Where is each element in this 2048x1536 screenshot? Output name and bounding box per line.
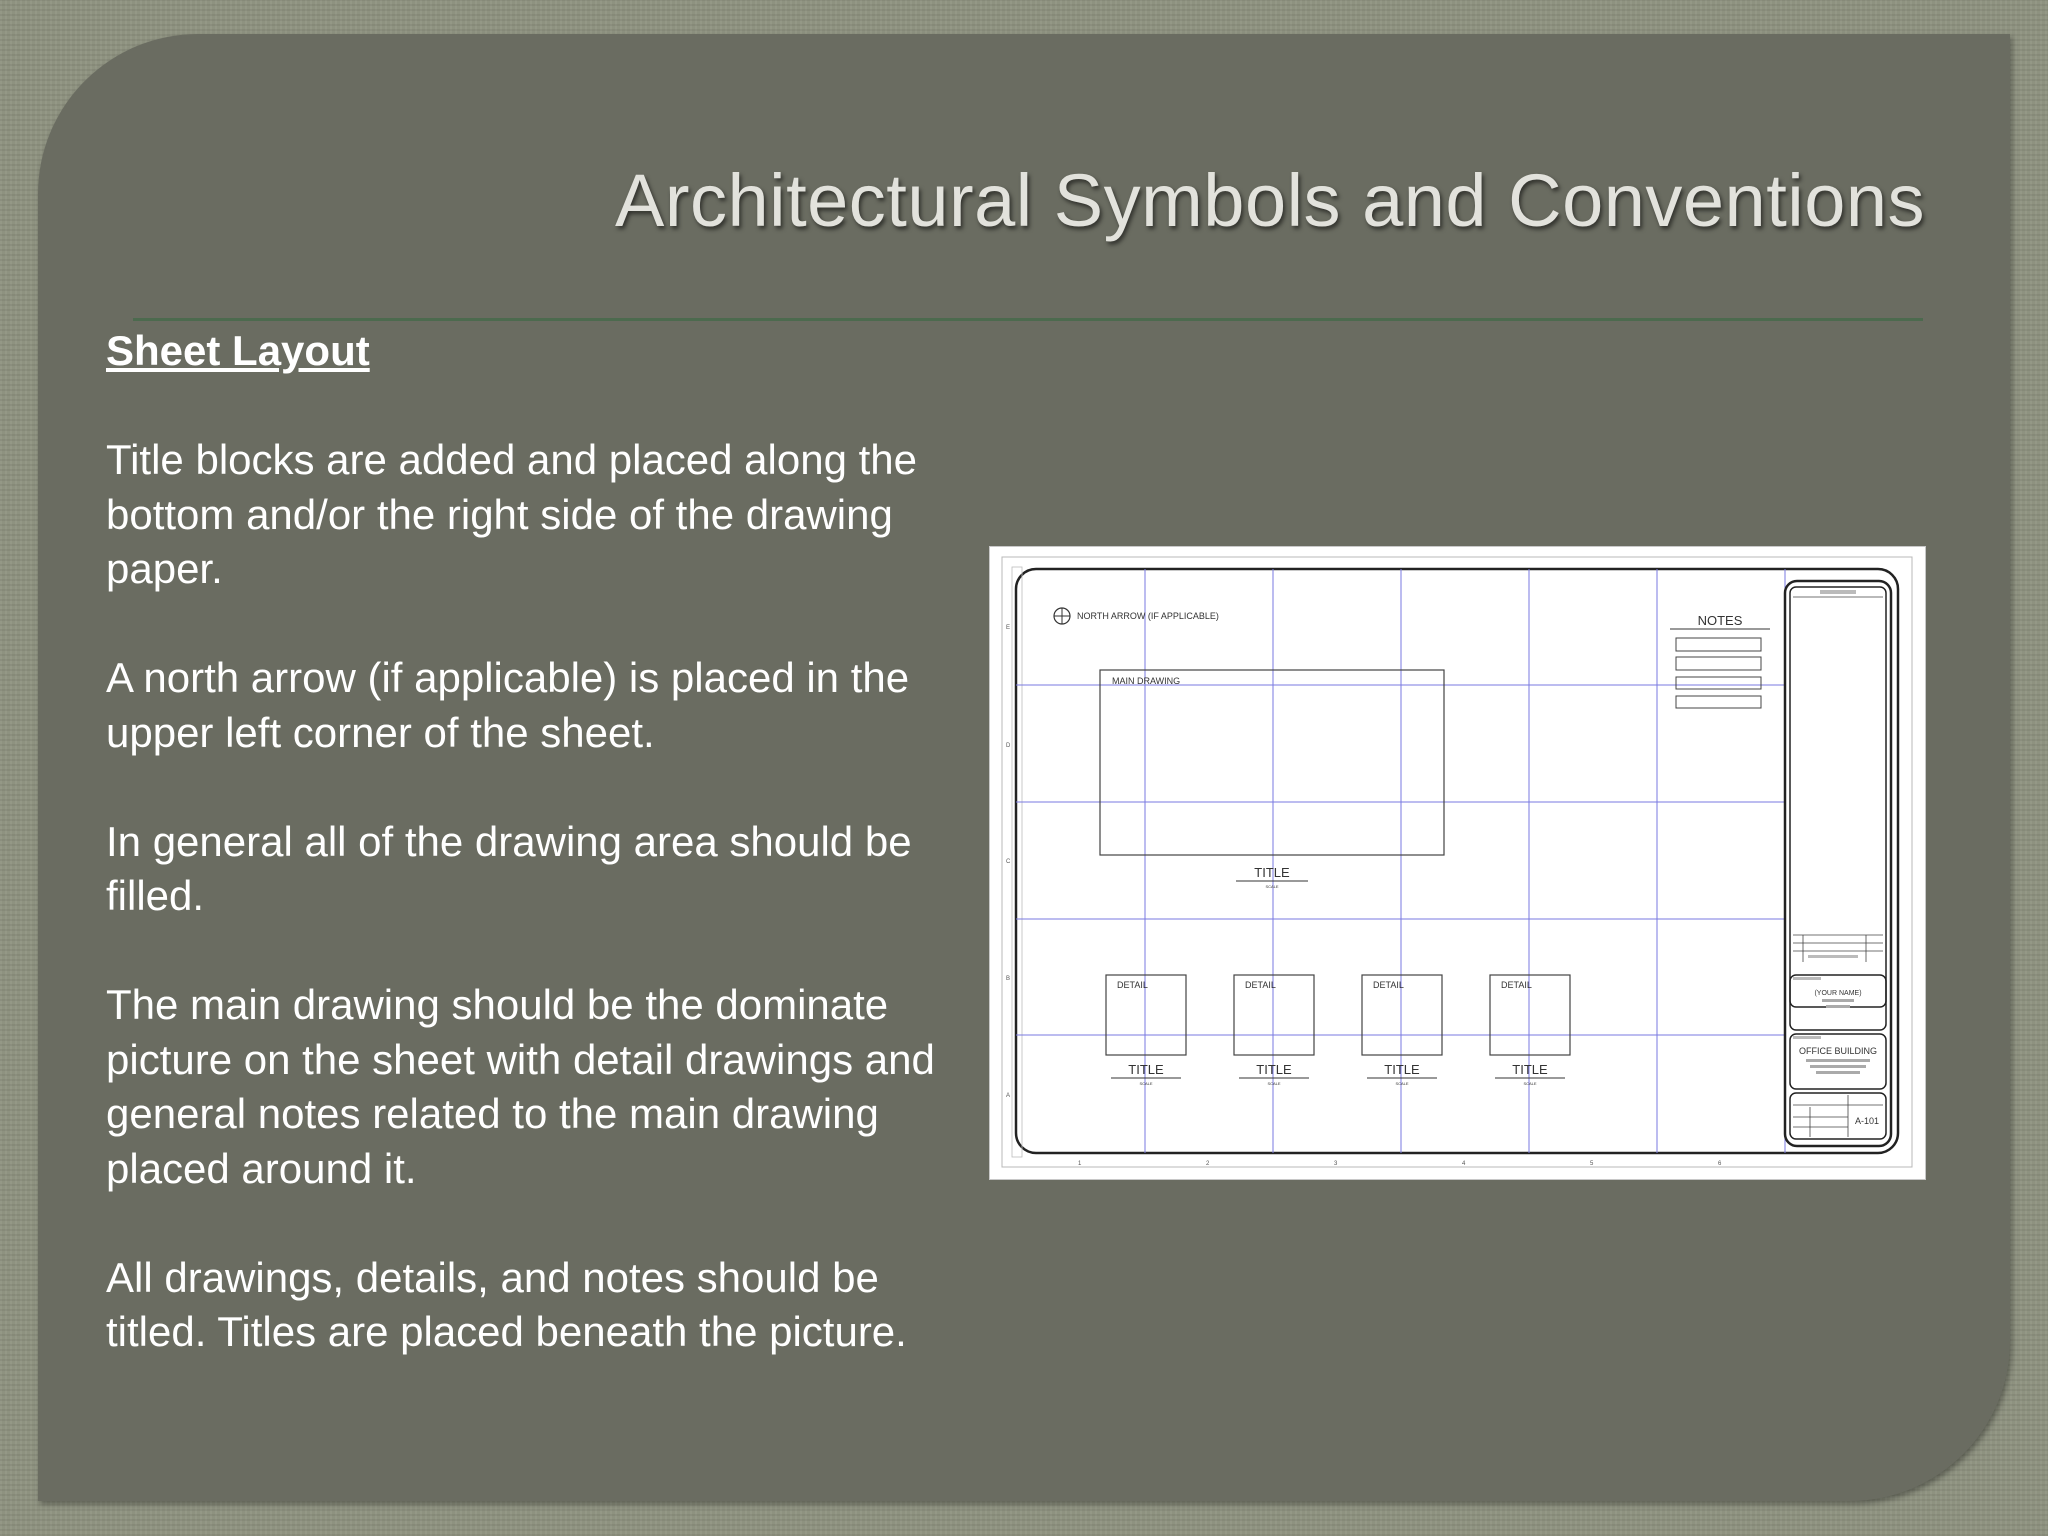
detail-title-label: TITLE bbox=[1128, 1062, 1164, 1077]
detail-title-label: TITLE bbox=[1384, 1062, 1420, 1077]
notes-lines bbox=[1676, 638, 1761, 708]
notes-label: NOTES bbox=[1697, 613, 1743, 628]
detail-label: DETAIL bbox=[1117, 980, 1148, 990]
slide-body bbox=[106, 324, 966, 1414]
detail-title-label: TITLE bbox=[1256, 1062, 1292, 1077]
detail-scale-label: SCALE bbox=[1139, 1081, 1153, 1086]
grid-tick-labels bbox=[1006, 625, 1722, 1167]
detail-scale-label: SCALE bbox=[1267, 1081, 1281, 1086]
detail-4 bbox=[1490, 975, 1570, 1086]
paragraph-titles: All drawings, details, and notes should be titled. Titles are placed beneath the picture. bbox=[106, 1253, 907, 1355]
slide bbox=[38, 34, 2010, 1501]
detail-label: DETAIL bbox=[1501, 980, 1532, 990]
svg-text:E: E bbox=[1006, 625, 1011, 631]
detail-scale-label: SCALE bbox=[1523, 1081, 1537, 1086]
svg-text:5: 5 bbox=[1590, 1161, 1594, 1167]
svg-text:B: B bbox=[1006, 976, 1011, 982]
main-drawing-label: MAIN DRAWING bbox=[1112, 676, 1181, 686]
detail-label: DETAIL bbox=[1245, 980, 1276, 990]
title-divider bbox=[133, 318, 1923, 321]
svg-text:C: C bbox=[1006, 859, 1011, 865]
paragraph-title-blocks: Title blocks are added and placed along the bottom and/or the right side of the drawing paper. bbox=[106, 436, 918, 592]
svg-text:D: D bbox=[1006, 743, 1011, 749]
svg-text:A: A bbox=[1006, 1093, 1011, 1099]
detail-3 bbox=[1362, 975, 1442, 1086]
north-arrow-label: NORTH ARROW (IF APPLICABLE) bbox=[1077, 611, 1219, 621]
detail-label: DETAIL bbox=[1373, 980, 1404, 990]
svg-text:2: 2 bbox=[1206, 1161, 1210, 1167]
north-arrow-icon bbox=[1054, 608, 1070, 624]
title-block bbox=[1785, 581, 1891, 1146]
detail-scale-label: SCALE bbox=[1395, 1081, 1409, 1086]
detail-2 bbox=[1234, 975, 1314, 1086]
sheet-number: A-101 bbox=[1854, 1116, 1880, 1126]
title-block-name: (YOUR NAME) bbox=[1814, 990, 1862, 997]
title-block-project: OFFICE BUILDING bbox=[1798, 1046, 1878, 1056]
section-heading: Sheet Layout bbox=[106, 327, 370, 374]
svg-text:1: 1 bbox=[1078, 1161, 1082, 1167]
main-title-label: TITLE bbox=[1254, 865, 1290, 880]
paragraph-main-drawing: The main drawing should be the dominate picture on the sheet with detail drawings and general notes related to the main drawing placed around it. bbox=[106, 981, 935, 1192]
svg-text:4: 4 bbox=[1462, 1161, 1466, 1167]
detail-title-label: TITLE bbox=[1512, 1062, 1548, 1077]
detail-1 bbox=[1106, 975, 1186, 1086]
sheet-layout-diagram bbox=[989, 546, 1926, 1180]
main-drawing-box bbox=[1100, 670, 1444, 855]
paragraph-north-arrow: A north arrow (if applicable) is placed in the upper left corner of the sheet. bbox=[106, 654, 910, 756]
paragraph-drawing-area: In general all of the drawing area should be filled. bbox=[106, 817, 912, 919]
slide-title: Architectural Symbols and Conventions bbox=[614, 159, 1925, 242]
svg-text:3: 3 bbox=[1334, 1161, 1338, 1167]
svg-text:6: 6 bbox=[1718, 1161, 1722, 1167]
main-scale-label: SCALE bbox=[1265, 884, 1279, 889]
